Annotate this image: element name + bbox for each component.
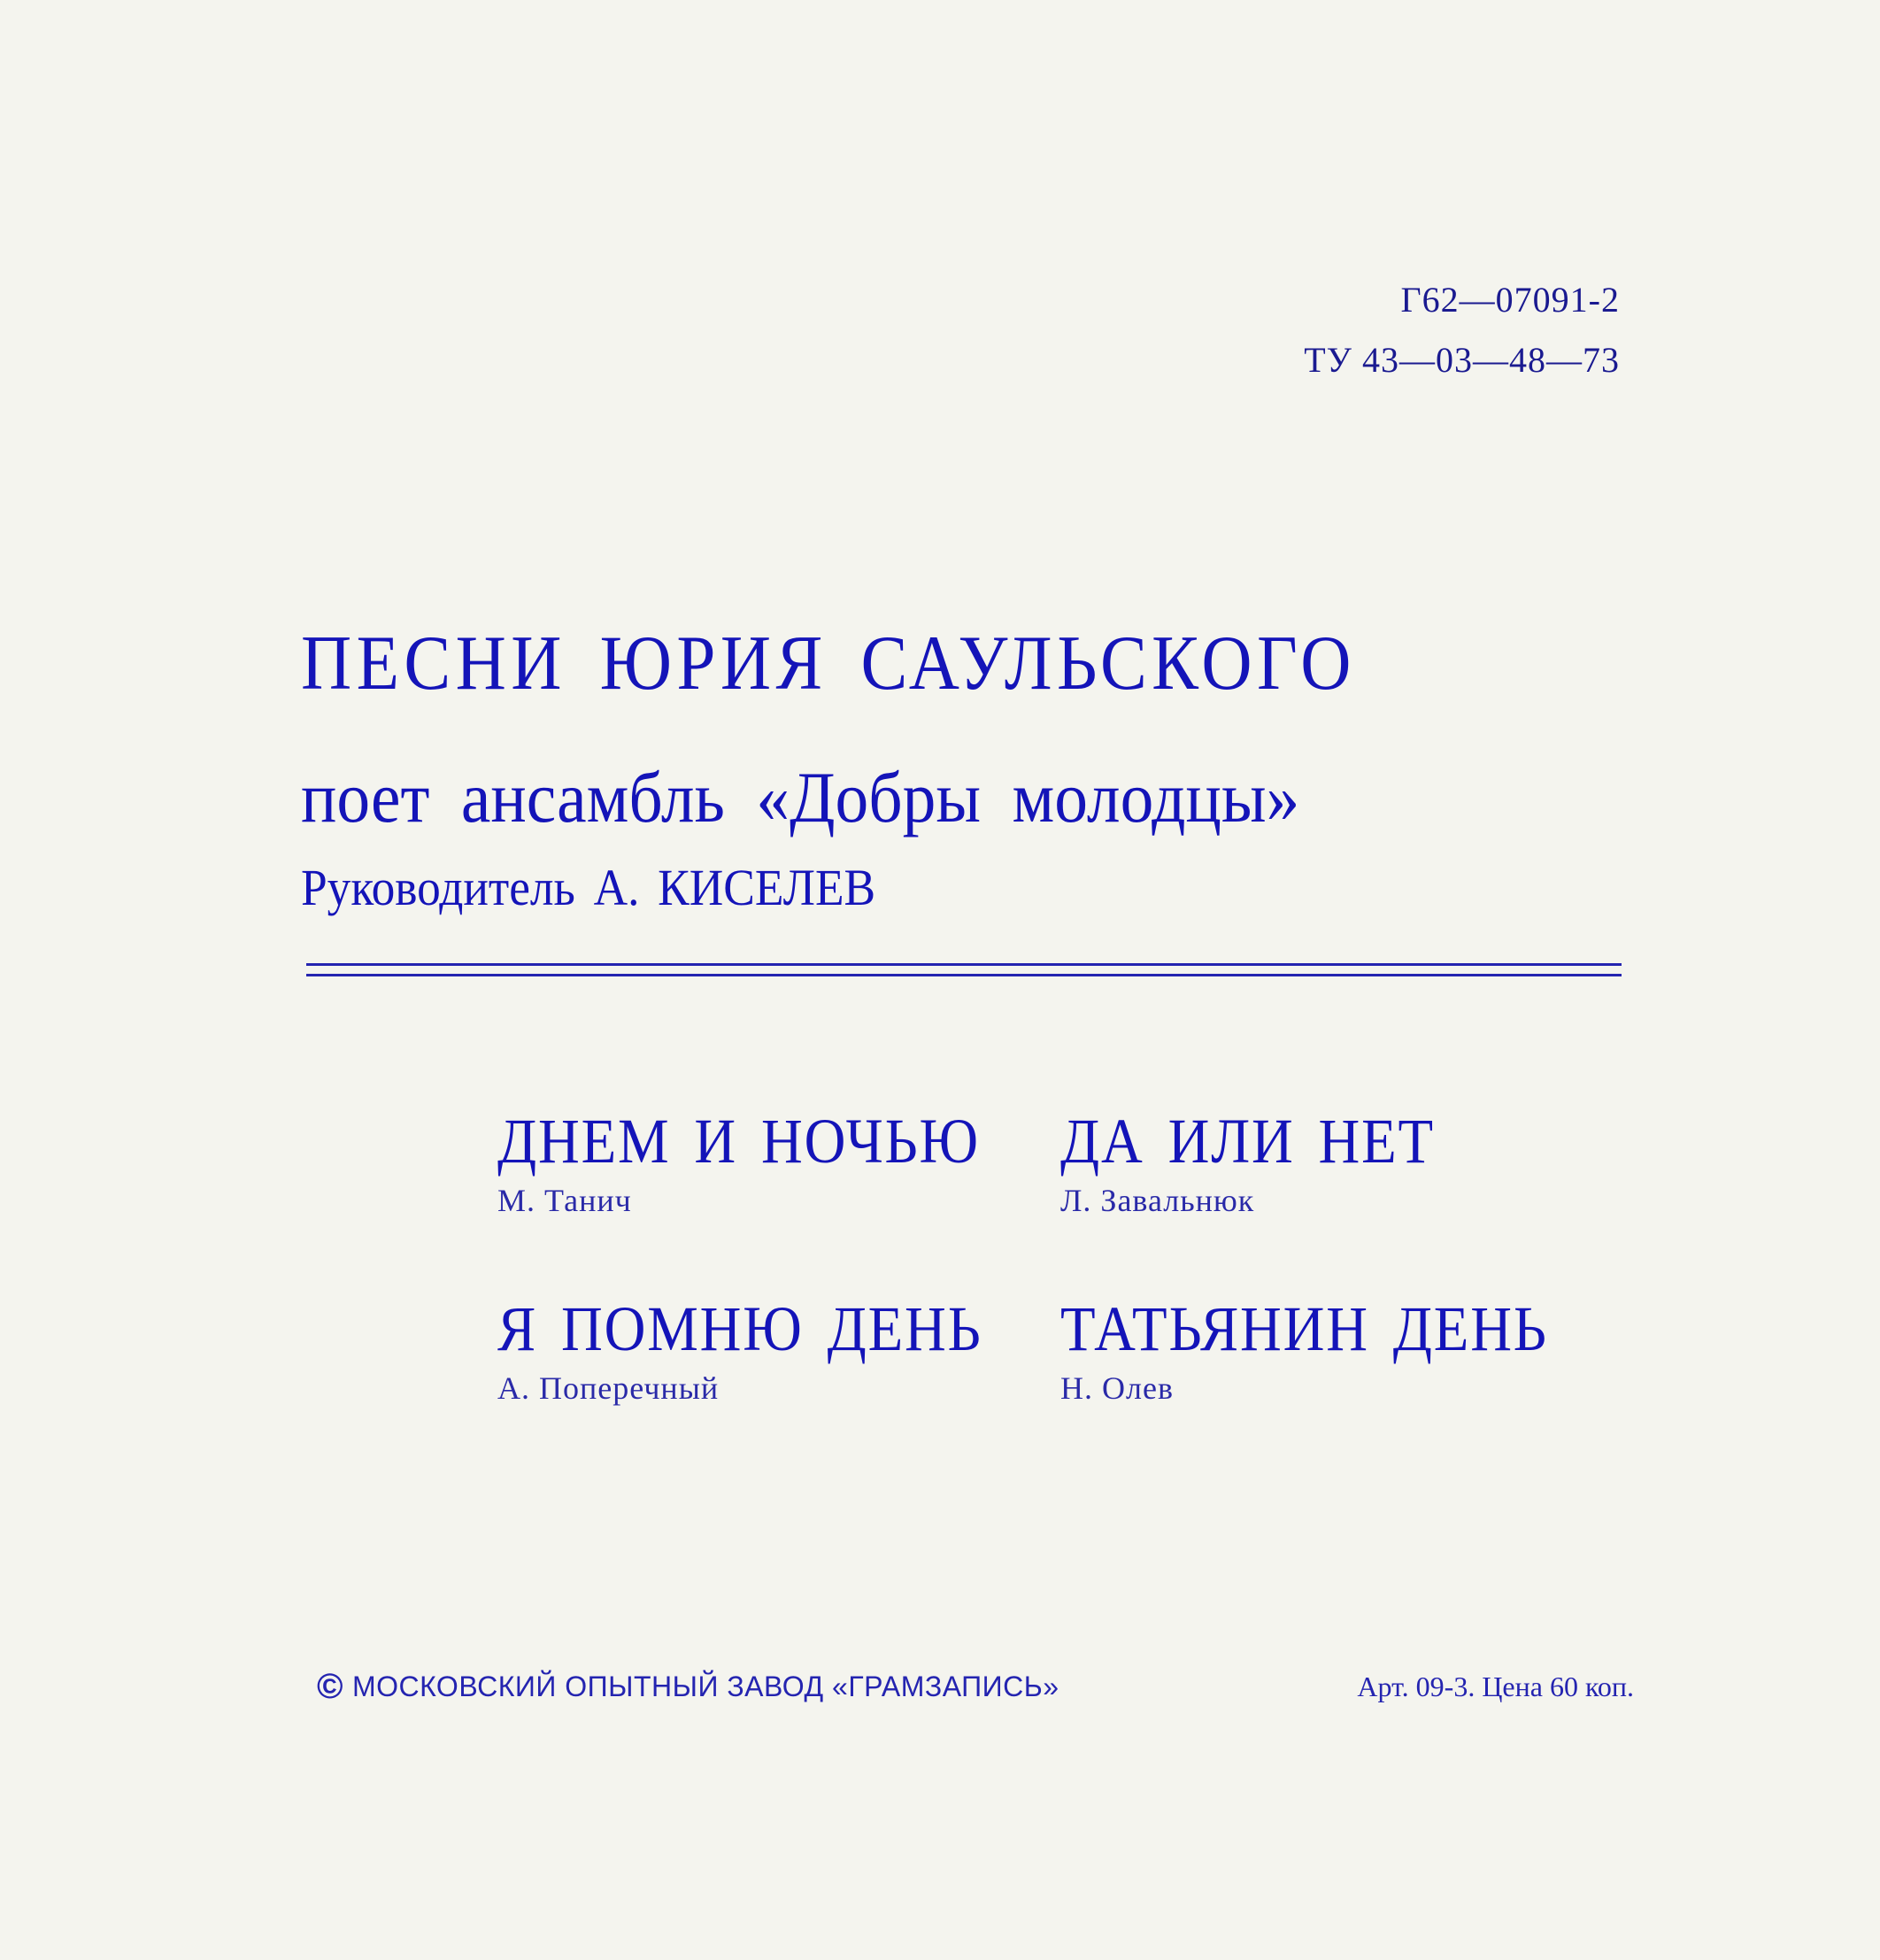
track-item [1060,1103,1476,1220]
track-lyricist: М. Танич [497,1183,632,1218]
track-title: Я ПОМНЮ ДЕНЬ [497,1293,982,1364]
divider-rule-top [306,963,1622,966]
divider-rule-bottom [306,974,1622,976]
publisher-line [317,1666,1059,1707]
track-item [497,1291,1036,1408]
title-block [301,615,1629,923]
track-lyricist: Н. Олев [1060,1370,1174,1406]
technical-standard: ТУ 43—03—48—73 [1304,340,1620,380]
track-title: ТАТЬЯНИН ДЕНЬ [1060,1293,1548,1364]
performer-line: поет ансамбль «Добры молодцы» [301,757,1300,837]
copyright-icon: © [317,1667,343,1706]
track-lyricist: Л. Завальнюк [1060,1183,1255,1218]
publisher-name: МОСКОВСКИЙ ОПЫТНЫЙ ЗАВОД «ГРАМЗАПИСЬ» [351,1671,1059,1702]
track-item [1060,1291,1602,1408]
leader-line: Руководитель А. КИСЕЛЕВ [301,859,876,916]
catalog-info [1304,270,1620,390]
price-line: Арт. 09-3. Цена 60 коп. [1357,1671,1634,1702]
track-lyricist: А. Поперечный [497,1370,720,1406]
album-title: ПЕСНИ ЮРИЯ САУЛЬСКОГО [301,621,1356,706]
track-title: ДА ИЛИ НЕТ [1060,1106,1435,1177]
track-title: ДНЕМ И НОЧЬЮ [497,1106,980,1177]
track-item [497,1103,1033,1220]
catalog-code: Г62—07091-2 [1400,280,1620,320]
